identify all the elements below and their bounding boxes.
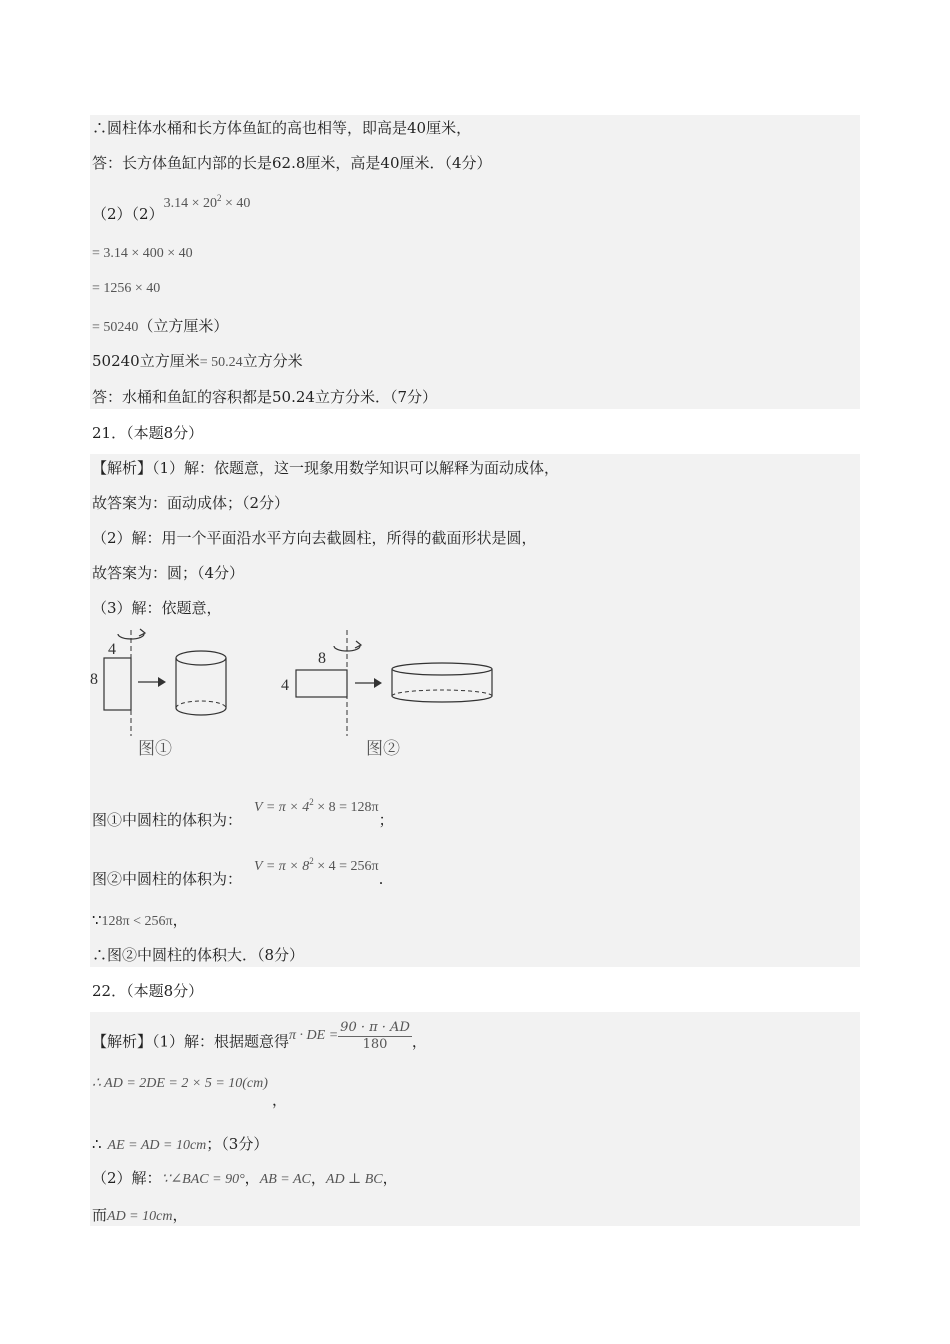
q22-line3: ∴ AE = AD = 10cm；（3分） <box>92 1135 269 1153</box>
fig1-height-label: 8 <box>90 671 98 688</box>
q22-line1: 【解析】（1）解：根据题意得π · DE = $\frac{90 \cdot \pi \cdot AD}{180}$ ， <box>92 1020 427 1052</box>
q21-vol1: 图①中圆柱的体积为：$V = \pi \times 4^2 \times 8 = 128\pi$； <box>92 797 394 829</box>
q22-line5: 而AD = 10cm， <box>92 1206 188 1224</box>
fig2-width-label: 8 <box>318 650 326 667</box>
q22-line4: （2）解：∵∠BAC = 90°，AB = AC，AD ⊥ BC， <box>92 1169 398 1187</box>
q21-line1: 【解析】（1）解：依题意，这一现象用数学知识可以解释为面动成体， <box>92 459 560 477</box>
b1-line7: 50240立方厘米= 50.24立方分米 <box>92 352 303 370</box>
q22-line2-end: ， <box>272 1091 288 1109</box>
q22-heading: 22．（本题8分） <box>92 982 204 1000</box>
figure-2 <box>281 630 492 758</box>
fig1-width-label: 4 <box>108 641 116 658</box>
fig2-height-label: 4 <box>281 677 289 694</box>
b1-line8: 答：水桶和鱼缸的容积都是50.24立方分米．（7分） <box>92 388 437 406</box>
b1-line5: = 1256 × 40 <box>92 281 161 296</box>
q21-line4: 故答案为：圆；（4分） <box>92 564 245 582</box>
cylinder-rotation-figures <box>88 626 508 766</box>
q21-vol2: 图②中圆柱的体积为：$V = \pi \times 8^2 \times 4 = 256\pi$. <box>92 856 384 888</box>
b1-line2: 答：长方体鱼缸内部的长是62.8厘米，高是40厘米．（4分） <box>92 154 492 172</box>
b1-line6: = 50240（立方厘米） <box>92 317 229 335</box>
b1-line4: = 3.14 × 400 × 40 <box>92 246 193 261</box>
fig1-label: 图① <box>138 739 172 758</box>
q21-conclusion: ∴图②中圆柱的体积大．（8分） <box>92 946 305 964</box>
figure-1 <box>90 629 226 758</box>
fig2-label: 图② <box>366 739 400 758</box>
q21-line2: 故答案为：面动成体；（2分） <box>92 494 290 512</box>
b1-line3: $(2)(2)3.14 \times 20^2 \times 40$ <box>92 193 251 223</box>
q21-because: ∵128π < 256π， <box>92 911 188 929</box>
q21-heading: 21．（本题8分） <box>92 424 204 442</box>
b1-line1: ∴圆柱体水桶和长方体鱼缸的高也相等，即高是40厘米， <box>92 119 472 137</box>
q21-line5: （3）解：依题意， <box>92 599 222 617</box>
q21-line3: （2）解：用一个平面沿水平方向去截圆柱，所得的截面形状是圆， <box>92 529 537 547</box>
q22-line2: ∴ AD = 2DE = 2 × 5 = 10(cm) <box>92 1076 268 1091</box>
